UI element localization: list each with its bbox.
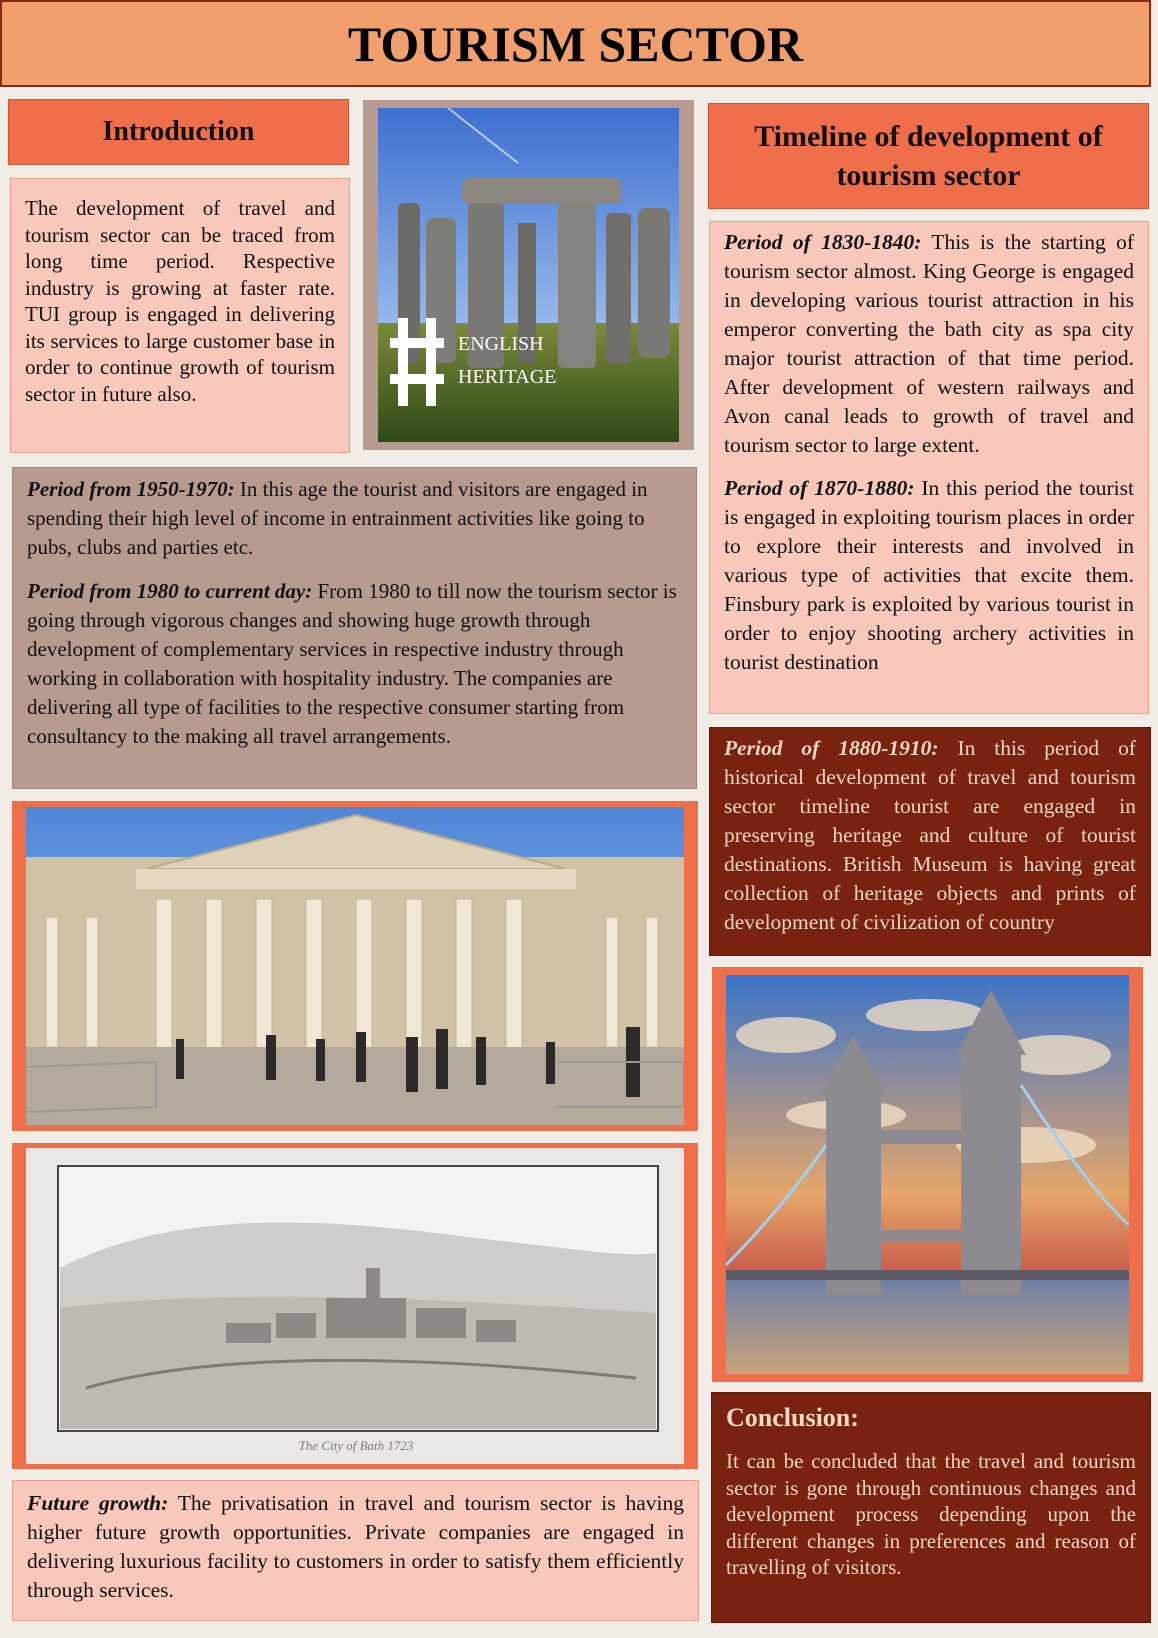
stonehenge-photo-frame xyxy=(363,100,694,450)
period-1950-paragraph xyxy=(27,475,682,562)
period-1980-paragraph xyxy=(27,577,682,751)
timeline-section xyxy=(709,221,1149,714)
period-1880-text: In this period of historical development of travel and tourism sector timeline tourist are engaged in preserving heritage and culture of tourist destinations. British Museum is having great collection of heritage objects and prints of development of civilization of country xyxy=(724,736,1136,934)
period-1880-label: Period of 1880-1910: xyxy=(724,736,939,760)
british-museum-photo-frame xyxy=(12,801,698,1131)
period-1880-section xyxy=(709,727,1151,956)
logo-line-2: HERITAGE xyxy=(458,366,557,388)
period-1950-text: In this age the tourist and visitors are engaged in spending their high level of income in entrainment activities like going to pubs, clubs and parties etc. xyxy=(27,477,648,559)
future-growth-label: Future growth: xyxy=(27,1491,169,1515)
period-1950-label: Period from 1950-1970: xyxy=(27,477,235,501)
conclusion-heading: Conclusion: xyxy=(726,1403,859,1432)
period-1880-paragraph xyxy=(724,734,1136,937)
tower-bridge-photo-frame xyxy=(712,967,1143,1382)
introduction-heading: Introduction xyxy=(8,99,349,165)
period-1870-text: In this period the tourist is engaged in exploiting tourism places in order to explore their interests and involved in various type of activities that excite them. Finsbury park is exploited by various tourist in order to enjoy shooting archery activities in tourist destination xyxy=(724,476,1134,674)
period-1830-text: This is the starting of tourism sector almost. King George is engaged in developing various tourist attraction in his emperor converting the bath city as spa city major tourist attraction of that time period. After development of western railways and Avon canal leads to growth of travel and tourism sector to large extent. xyxy=(724,230,1134,457)
period-1830-label: Period of 1830-1840: xyxy=(724,230,922,254)
period-1870-label: Period of 1870-1880: xyxy=(724,476,915,500)
conclusion-section xyxy=(711,1392,1151,1623)
stonehenge-photo xyxy=(378,108,679,442)
tower-bridge-photo xyxy=(726,975,1129,1374)
period-1870-paragraph xyxy=(724,474,1134,677)
future-growth-text: The privatisation in travel and tourism sector is having higher future growth opportunities. Private companies are engaged in delivering luxurious facility to customers in order to satisfy them efficiently through services. xyxy=(27,1491,684,1602)
conclusion-text: It can be concluded that the travel and tourism sector is gone through continuous changes and development process depending upon the different changes in preferences and reason of travelling of visitors. xyxy=(726,1449,1136,1579)
logo-line-1: ENGLISH xyxy=(458,333,544,355)
period-1980-label: Period from 1980 to current day: xyxy=(27,579,313,603)
page-title: TOURISM SECTOR xyxy=(0,0,1151,87)
bath-engraving xyxy=(26,1148,684,1464)
bath-engraving-frame xyxy=(12,1143,698,1469)
introduction-text: The development of travel and tourism sector can be traced from long time period. Respective industry is growing at faster rate. TUI group is engaged in delivering its services to large customer base in order to continue growth of tourism sector in future also. xyxy=(25,196,335,406)
timeline-heading: Timeline of development of tourism sector xyxy=(708,103,1149,209)
middle-periods-section xyxy=(12,467,697,789)
engraving-caption: The City of Bath 1723 xyxy=(298,1438,414,1453)
future-growth-paragraph xyxy=(27,1489,684,1605)
period-1830-paragraph xyxy=(724,228,1134,460)
period-1980-text: From 1980 to till now the tourism sector is going through vigorous changes and showing huge growth through development of complementary services in respective industry through working in collaboration with hospitality industry. The companies are delivering all type of facilities to the respective consumer starting from consultancy to the making all travel arrangements. xyxy=(27,579,677,748)
future-growth-section xyxy=(12,1480,699,1621)
introduction-section xyxy=(10,178,350,453)
british-museum-photo xyxy=(26,807,684,1125)
